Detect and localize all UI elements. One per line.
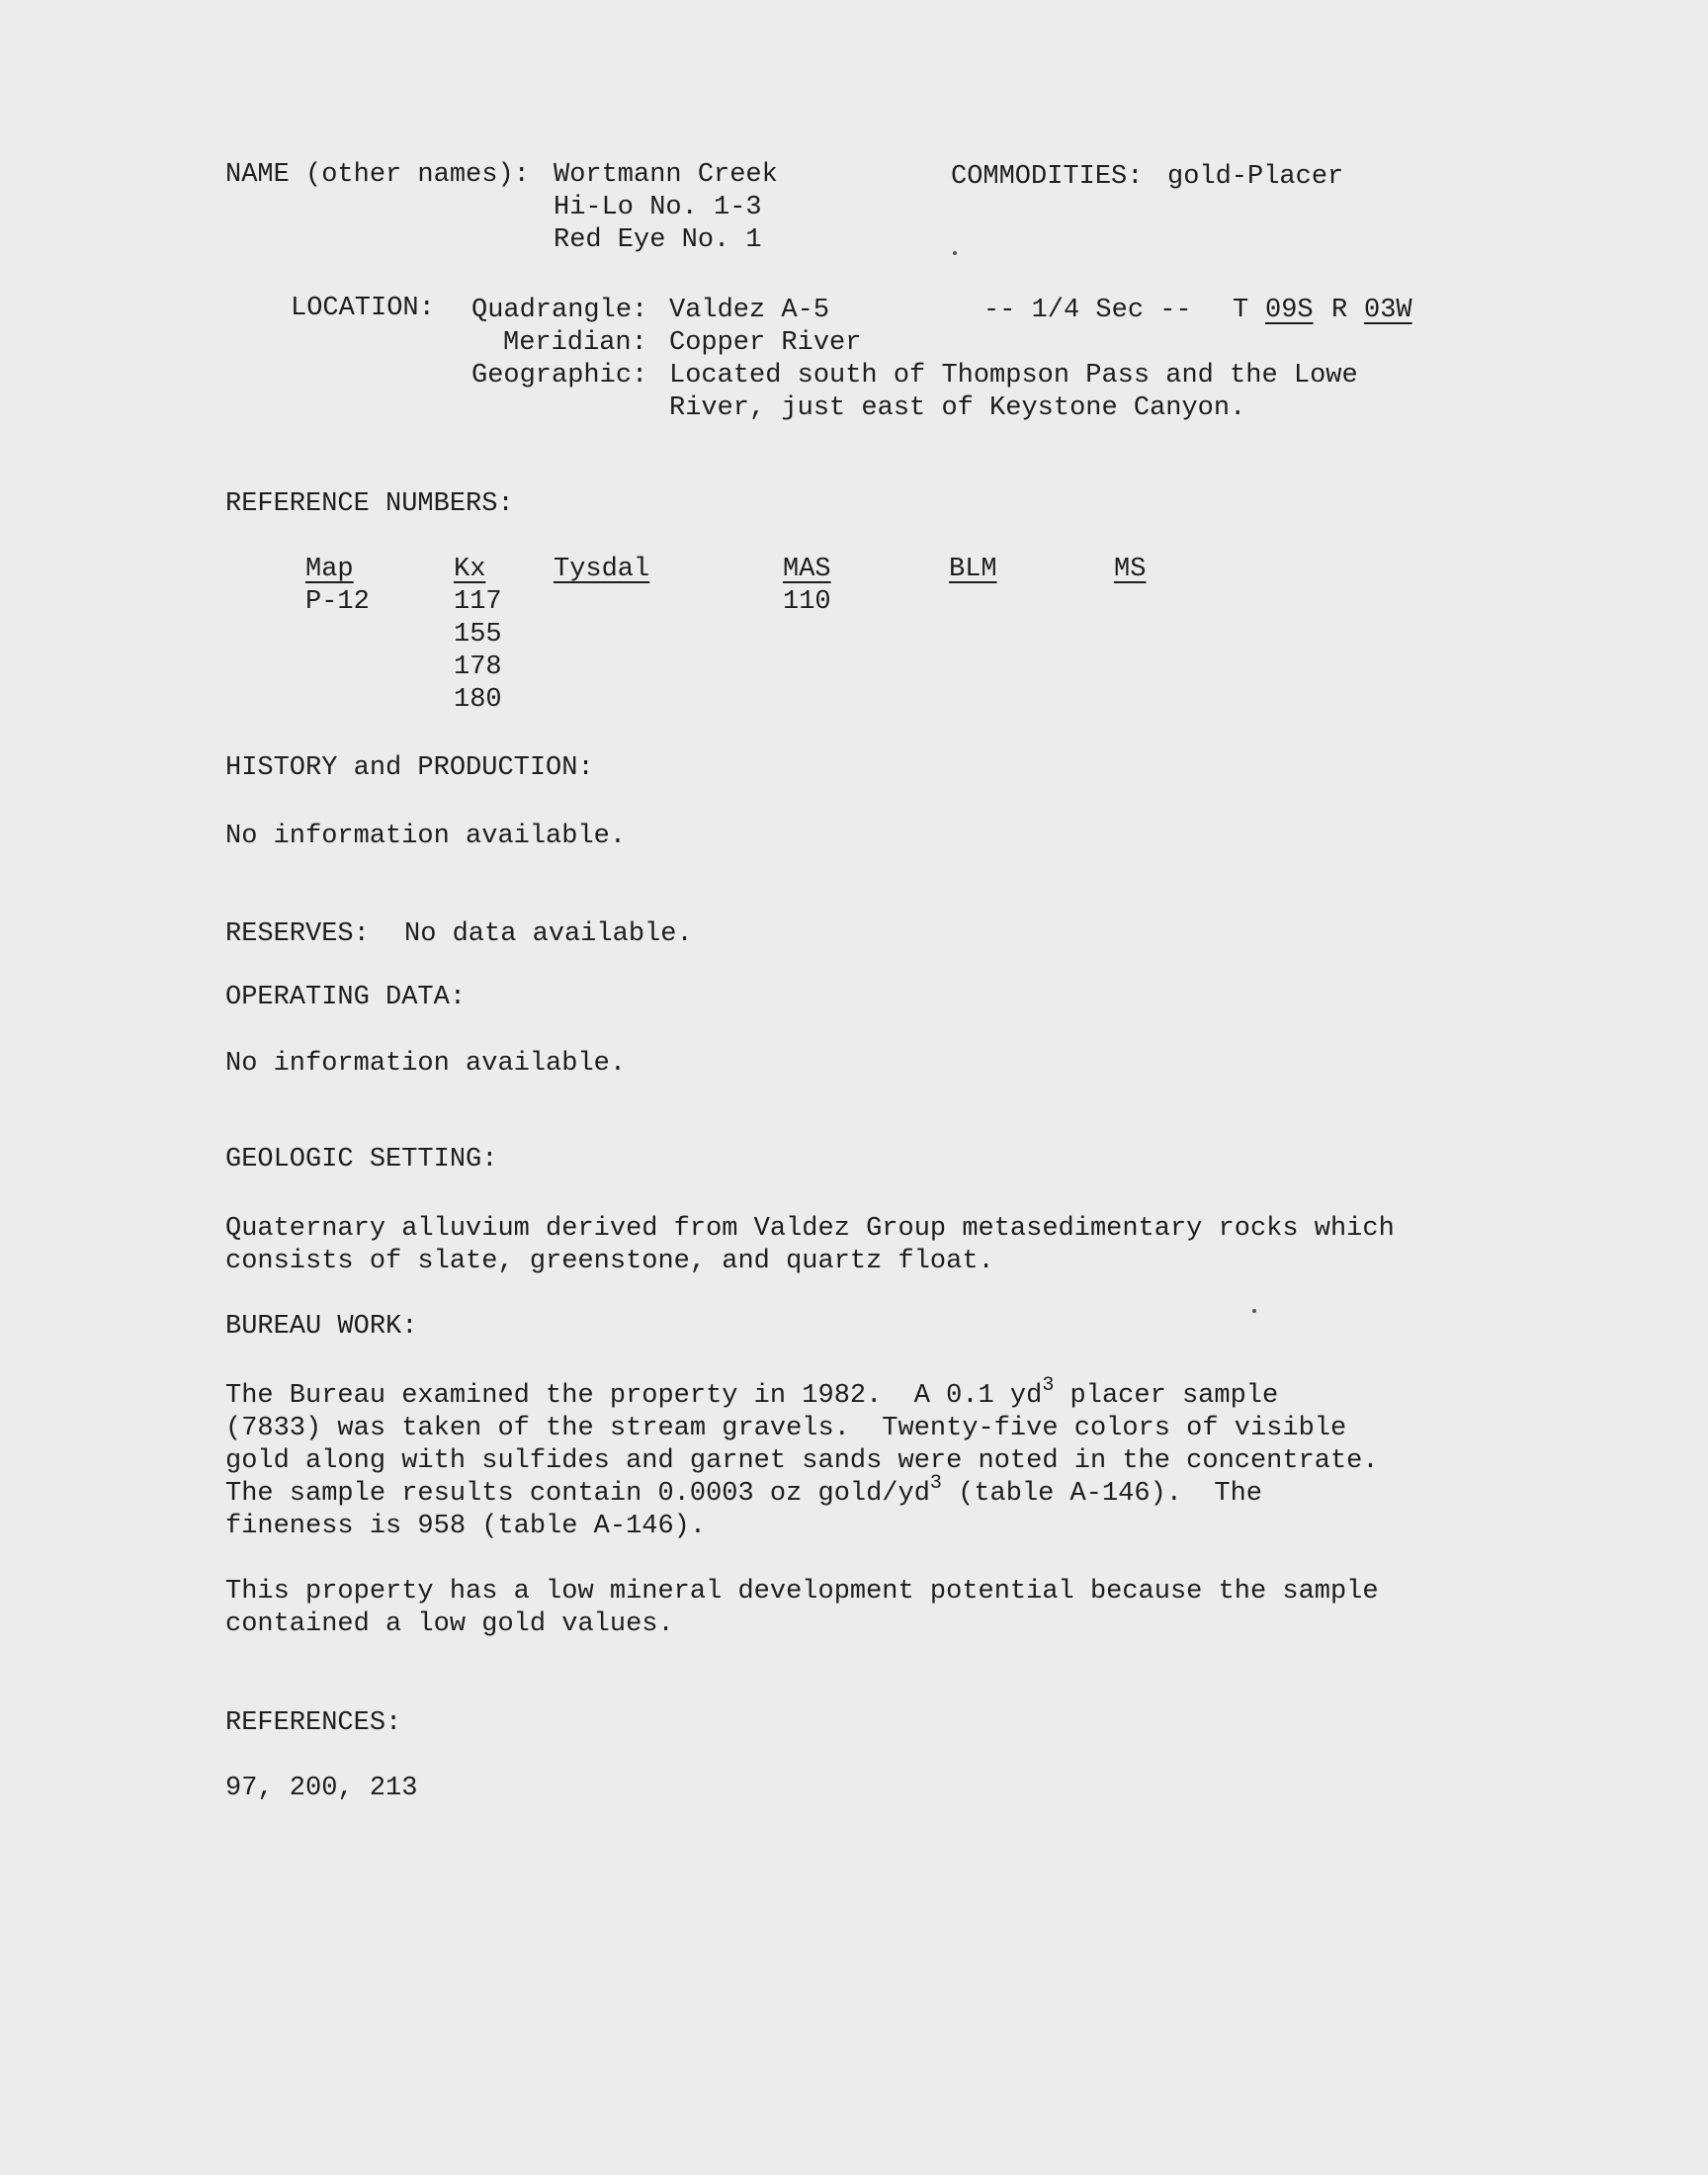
bureau-p1-line-1 bbox=[225, 1374, 1279, 1413]
superscript-3: 3 bbox=[1042, 1374, 1055, 1397]
bureau-p1-line-2: (7833) was taken of the stream gravels. Twenty-five colors of visible bbox=[225, 1414, 1347, 1443]
geographic-line-2: River, just east of Keystone Canyon. bbox=[669, 393, 1246, 423]
history-heading: HISTORY and PRODUCTION: bbox=[225, 753, 594, 783]
scan-speck bbox=[1252, 1309, 1256, 1313]
col-header-ms: MS bbox=[1114, 555, 1147, 584]
operating-heading: OPERATING DATA: bbox=[225, 983, 467, 1012]
geographic-line-1: Located south of Thompson Pass and the Lowe bbox=[669, 361, 1358, 391]
bureau-heading: BUREAU WORK: bbox=[225, 1312, 418, 1342]
kx-value-2: 155 bbox=[454, 620, 502, 650]
geologic-line-2: consists of slate, greenstone, and quartz float. bbox=[225, 1247, 994, 1276]
col-header-map: Map bbox=[305, 555, 354, 584]
col-header-mas: MAS bbox=[783, 555, 831, 584]
col-header-tysdal: Tysdal bbox=[554, 555, 650, 584]
bureau-p1-line-4-b: (table A-146). The bbox=[941, 1479, 1262, 1509]
bureau-p1-line-1-b: placer sample bbox=[1054, 1381, 1279, 1411]
history-text: No information available. bbox=[225, 822, 627, 851]
range-label: R bbox=[1331, 296, 1348, 325]
township-label: T bbox=[1233, 296, 1249, 325]
township-value: 09S bbox=[1265, 296, 1314, 325]
quadrangle-value: Valdez A-5 bbox=[669, 296, 830, 325]
location-label: LOCATION: bbox=[291, 294, 435, 323]
reference-numbers-heading: REFERENCE NUMBERS: bbox=[225, 489, 514, 519]
kx-value-1: 117 bbox=[454, 587, 502, 617]
meridian-label: Meridian: bbox=[503, 328, 647, 358]
bureau-p1-line-3: gold along with sulfides and garnet sands were noted in the concentrate. bbox=[225, 1446, 1379, 1476]
name-alt-2: Red Eye No. 1 bbox=[554, 225, 762, 255]
commodities-label: COMMODITIES: bbox=[951, 162, 1144, 192]
col-header-blm: BLM bbox=[949, 555, 997, 584]
bureau-p2-line-1: This property has a low mineral development potential because the sample bbox=[225, 1577, 1379, 1607]
references-text: 97, 200, 213 bbox=[225, 1774, 418, 1803]
section-text: -- 1/4 Sec -- bbox=[983, 296, 1192, 325]
map-value: P-12 bbox=[305, 587, 370, 617]
operating-text: No information available. bbox=[225, 1049, 627, 1079]
references-heading: REFERENCES: bbox=[225, 1708, 402, 1738]
name-alt-1: Hi-Lo No. 1-3 bbox=[554, 193, 762, 222]
bureau-p1-line-1-a: The Bureau examined the property in 1982. A 0.1 yd bbox=[225, 1381, 1043, 1411]
geologic-heading: GEOLOGIC SETTING: bbox=[225, 1145, 498, 1174]
scan-speck bbox=[953, 251, 957, 255]
bureau-p1-line-4 bbox=[225, 1472, 1262, 1511]
kx-value-4: 180 bbox=[454, 685, 502, 715]
geographic-label: Geographic: bbox=[471, 361, 648, 391]
name-label: NAME (other names): bbox=[225, 160, 530, 190]
commodities-value: gold-Placer bbox=[1167, 162, 1344, 192]
quadrangle-label: Quadrangle: bbox=[471, 296, 648, 325]
col-header-kx: Kx bbox=[454, 555, 486, 584]
superscript-3: 3 bbox=[929, 1472, 942, 1495]
reserves-label: RESERVES: bbox=[225, 919, 370, 949]
reserves-text: No data available. bbox=[404, 919, 693, 949]
bureau-p2-line-2: contained a low gold values. bbox=[225, 1610, 674, 1639]
range-value: 03W bbox=[1364, 296, 1412, 325]
meridian-value: Copper River bbox=[669, 328, 862, 358]
name-primary: Wortmann Creek bbox=[554, 160, 778, 190]
geologic-line-1: Quaternary alluvium derived from Valdez Group metasedimentary rocks which bbox=[225, 1214, 1395, 1244]
mas-value: 110 bbox=[783, 587, 831, 617]
bureau-p1-line-4-a: The sample results contain 0.0003 oz gold/yd bbox=[225, 1479, 930, 1509]
kx-value-3: 178 bbox=[454, 652, 502, 682]
bureau-p1-line-5: fineness is 958 (table A-146). bbox=[225, 1512, 707, 1541]
